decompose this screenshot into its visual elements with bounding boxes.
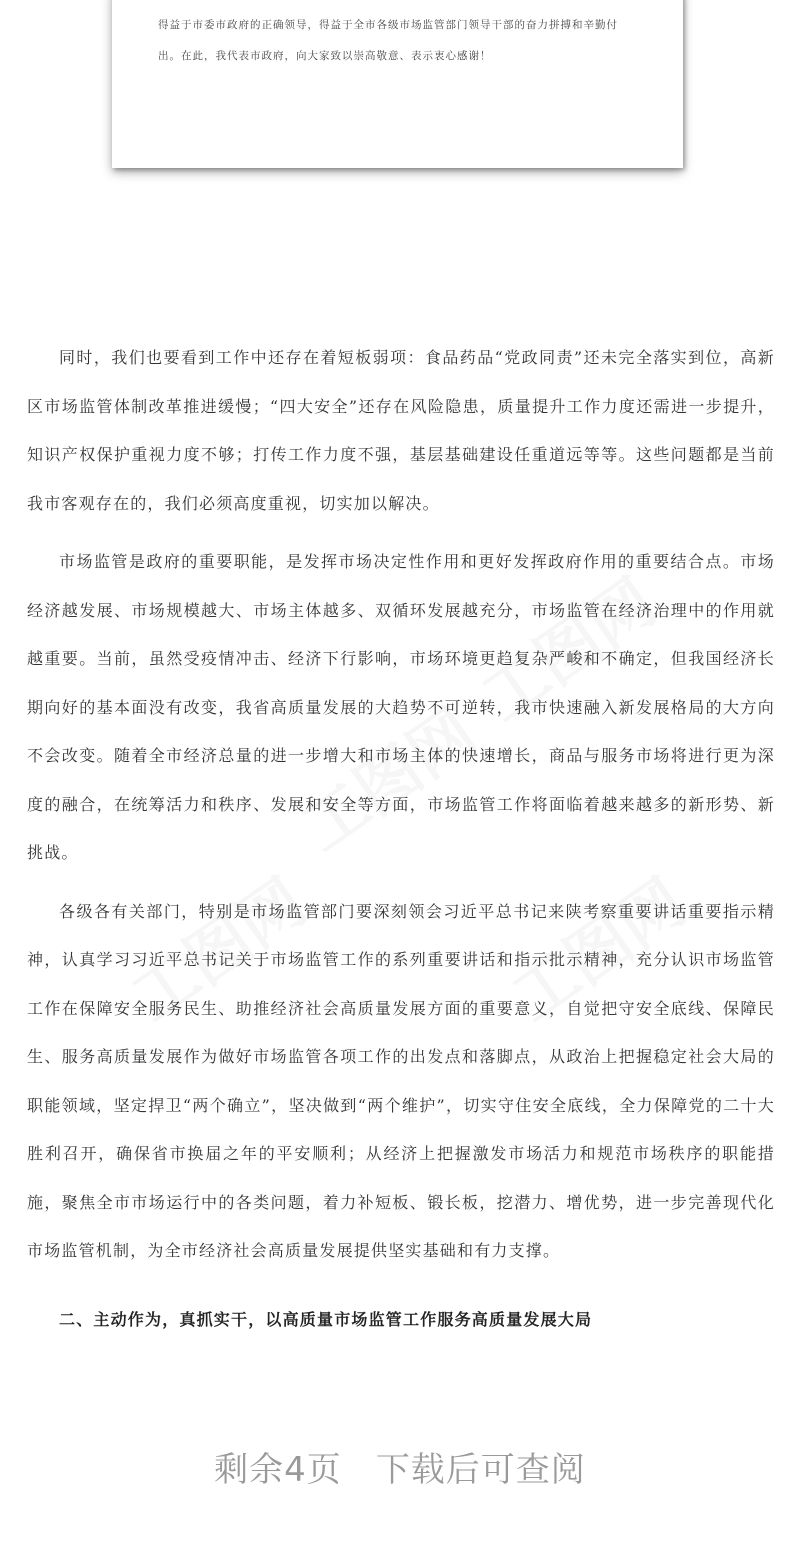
section-heading: 二、主动作为，真抓实干，以高质量市场监管工作服务高质量发展大局 bbox=[59, 1309, 593, 1329]
article-body bbox=[27, 334, 775, 1344]
paragraph: 同时，我们也要看到工作中还存在着短板弱项：食品药品“党政同责”还未完全落实到位，高新区市场监管体制改革推进缓慢；“四大安全”还存在风险隐患，质量提升工作力度还需进一步提升，知识产权保护重视力度不够；打传工作力度不强，基层基础建设任重道远等等。这些问题都是当前我市客观存在的，我们必须高度重视，切实加以解决。 bbox=[27, 348, 775, 513]
remaining-pages-label: 剩余4页 bbox=[214, 1450, 342, 1490]
preview-line-1: 得益于市委市政府的正确领导，得益于全市各级市场监管部门领导干部的奋力拼搏和辛勤付 bbox=[158, 19, 618, 31]
paragraph: 各级各有关部门，特别是市场监管部门要深刻领会习近平总书记来陕考察重要讲话重要指示精神，认真学习习近平总书记关于市场监管工作的系列重要讲话和指示批示精神，充分认识市场监管工作在保障安全服务民生、助推经济社会高质量发展方面的重要意义，自觉把守安全底线、保障民生、服务高质量发展作为做好市场监管各项工作的出发点和落脚点，从政治上把握稳定社会大局的职能领域，坚定捍卫“两个确立”，坚决做到“两个维护”，切实守住安全底线，全力保障党的二十大胜利召开，确保省市换届之年的平安顺利；从经济上把握激发市场活力和规范市场秩序的职能措施，聚焦全市市场运行中的各类问题，着力补短板、锻长板，挖潜力、增优势，进一步完善现代化市场监管机制，为全市经济社会高质量发展提供坚实基础和有力支撑。 bbox=[27, 901, 775, 1260]
download-to-view-label: 下载后可查阅 bbox=[375, 1450, 586, 1490]
preview-card bbox=[112, 0, 683, 168]
download-notice[interactable] bbox=[0, 1440, 800, 1500]
paragraph: 市场监管是政府的重要职能，是发挥市场决定性作用和更好发挥政府作用的重要结合点。市场经济越发展、市场规模越大、市场主体越多、双循环发展越充分，市场监管在经济治理中的作用就越重要。当前，虽然受疫情冲击、经济下行影响，市场环境更趋复杂严峻和不确定，但我国经济长期向好的基本面没有改变，我省高质量发展的大趋势不可逆转，我市快速融入新发展格局的大方向不会改变。随着全市经济总量的进一步增大和市场主体的快速增长，商品与服务市场将进行更为深度的融合，在统筹活力和秩序、发展和安全等方面，市场监管工作将面临着越来越多的新形势、新挑战。 bbox=[27, 552, 775, 862]
preview-line-2: 出。在此，我代表市政府，向大家致以崇高敬意、表示衷心感谢！ bbox=[158, 50, 492, 62]
